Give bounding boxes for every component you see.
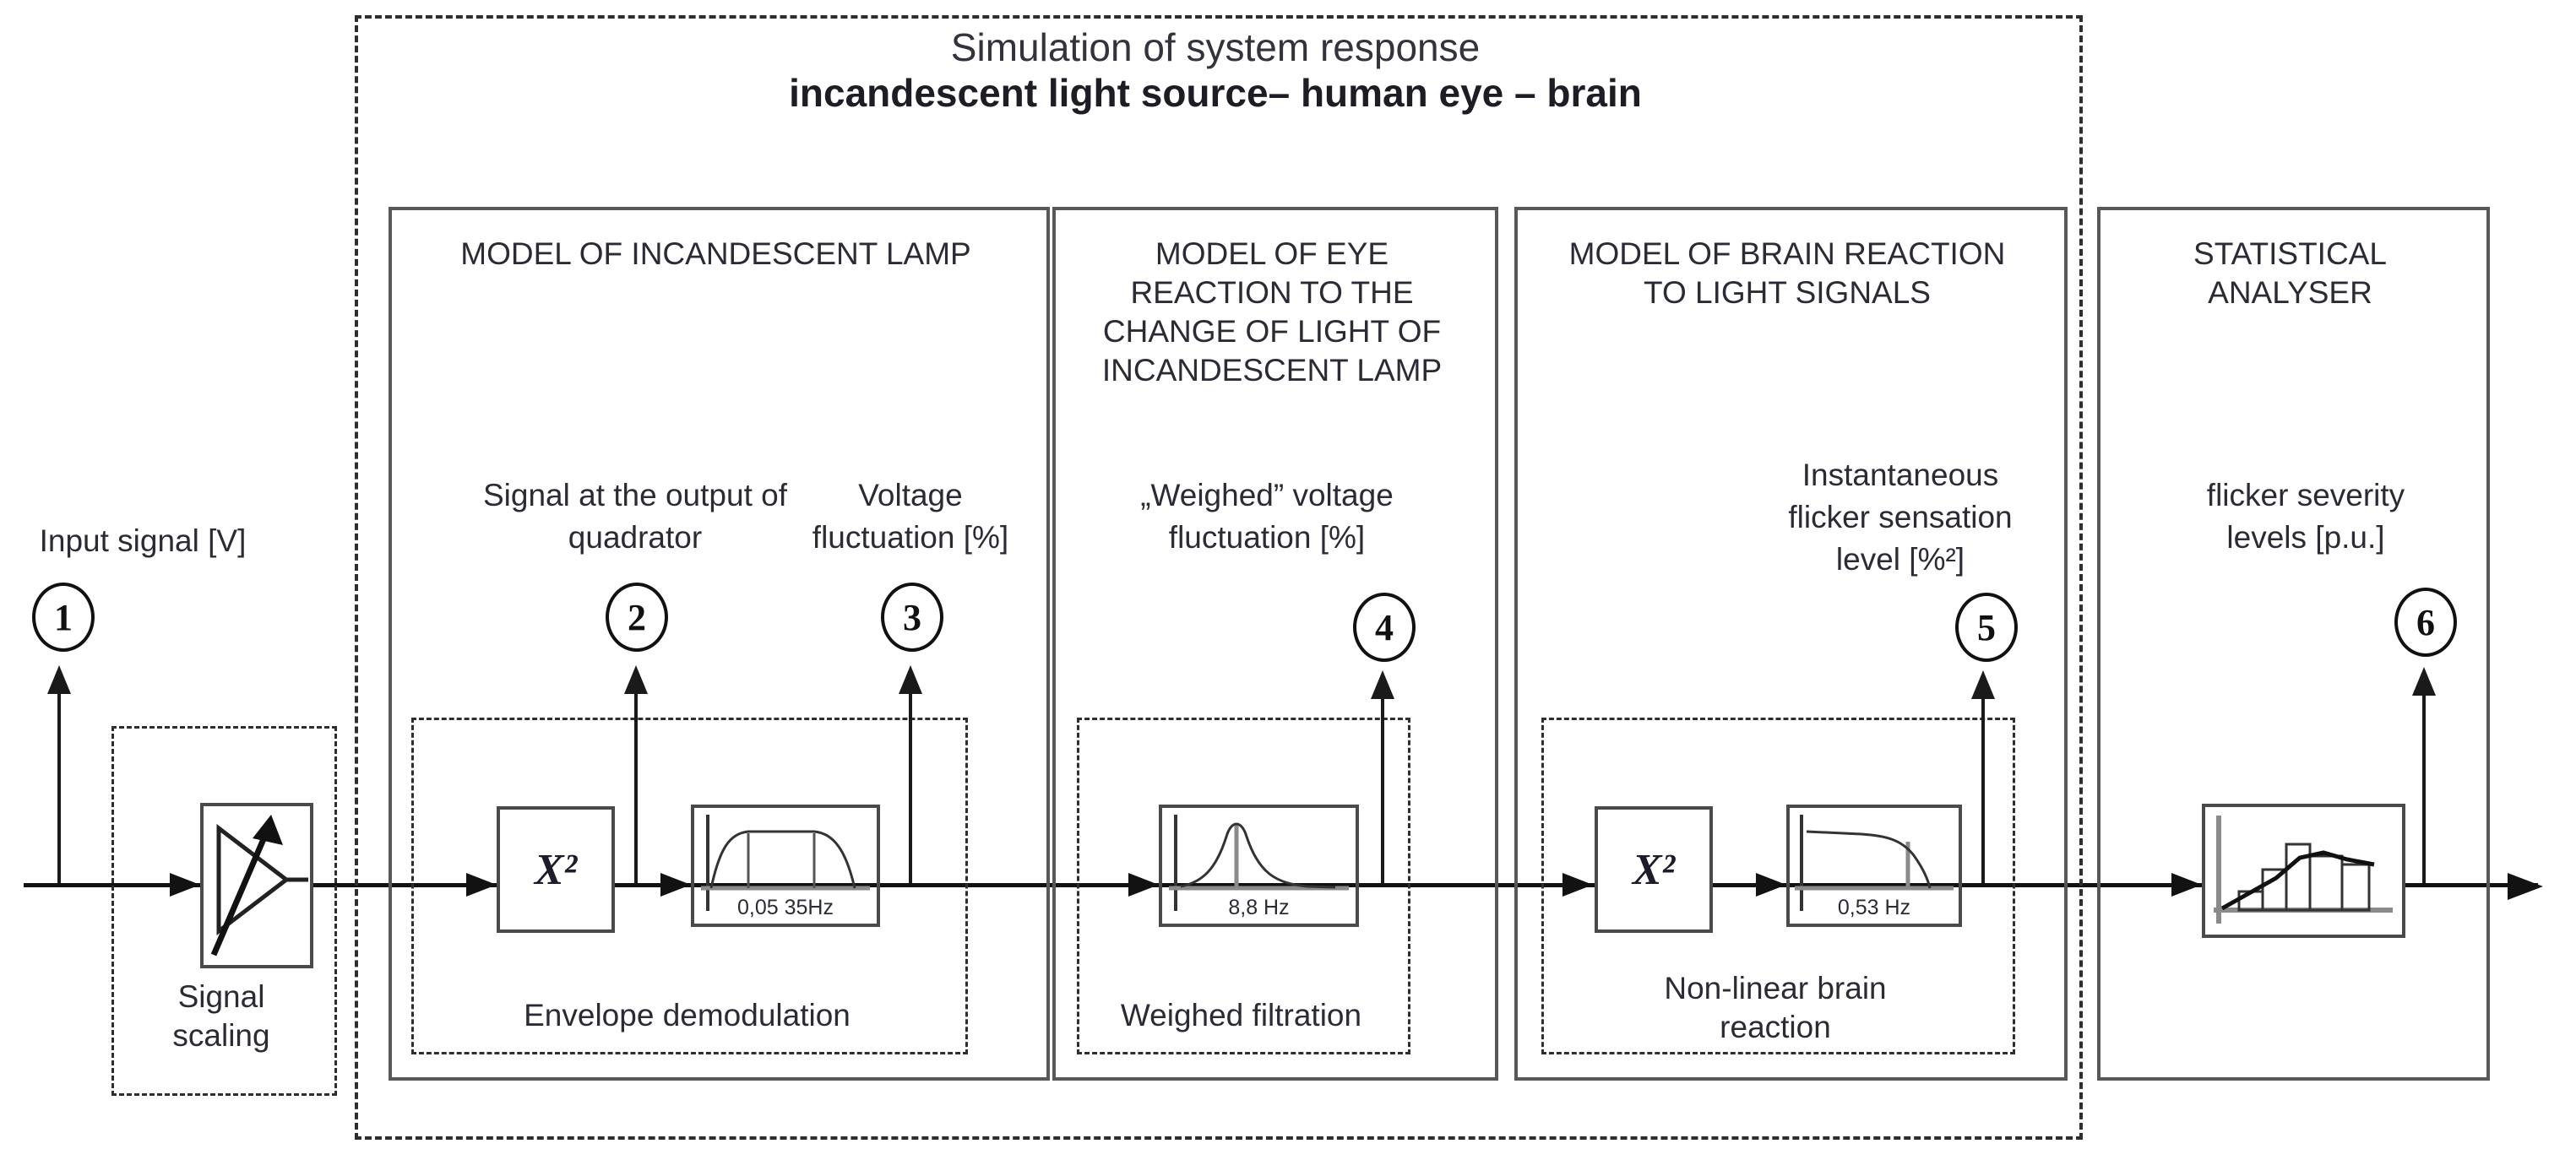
- flow-arrowhead-lamp-filter: [660, 873, 691, 897]
- brain-lowpass-filter-block: [1786, 805, 1962, 927]
- flow-arrowhead-eye-filter: [1128, 873, 1159, 897]
- diagram-title-line2: incandescent light source– human eye – brain: [789, 71, 1642, 115]
- lamp-bandpass-filter-block: [691, 805, 880, 927]
- variable-amplifier-icon: [204, 806, 310, 965]
- brain-quadrator-symbol: X²: [1632, 845, 1676, 894]
- point-marker-2-number: 2: [628, 596, 646, 638]
- point-marker-3-number: 3: [903, 596, 921, 638]
- point-marker-5: [1955, 593, 2018, 662]
- voltage-fluctuation-arrow-head: [899, 665, 922, 694]
- flow-arrowhead-brain-filter: [1756, 873, 1786, 897]
- brain-quadrator-block: [1595, 806, 1713, 933]
- eye-weighting-filter-block: [1159, 805, 1359, 927]
- flow-arrowhead-brain-quadrator: [1562, 873, 1593, 897]
- eye-model-title: MODEL OF EYE REACTION TO THE CHANGE OF LIGHT OF INCANDESCENT LAMP: [1101, 236, 1443, 388]
- weighed-fluctuation-arrow-line: [1381, 697, 1384, 883]
- point-marker-3: [881, 583, 943, 652]
- envelope-demodulation-label: Envelope demodulation: [524, 998, 851, 1032]
- brain-model-title: MODEL OF BRAIN REACTION TO LIGHT SIGNALS: [1568, 236, 2006, 310]
- input-arrow-head: [47, 665, 71, 694]
- quadrator-output-arrow-line: [634, 692, 638, 883]
- weighed-filtration-label: Weighed filtration: [1120, 998, 1362, 1032]
- flicker-sensation-label: Instantaneous flicker sensation level [%²]: [1788, 458, 2013, 577]
- flicker-severity-label: flicker severity levels [p.u.]: [2206, 478, 2405, 555]
- histogram-icon: [2205, 807, 2402, 935]
- signal-scaling-block: [200, 803, 313, 968]
- flicker-sensation-arrow-head: [1971, 670, 1995, 699]
- quadrator-output-label: Signal at the output of quadrator: [483, 478, 787, 555]
- histogram-block: [2202, 804, 2405, 938]
- nonlinear-brain-label: Non-linear brain reaction: [1664, 971, 1887, 1044]
- point-marker-6: [2394, 588, 2457, 657]
- analyser-title: STATISTICAL ANALYSER: [2193, 236, 2387, 310]
- weighed-fluctuation-arrow-head: [1371, 670, 1394, 699]
- voltage-fluctuation-label: Voltage fluctuation [%]: [812, 478, 1009, 555]
- eye-filter-band-label: 8,8 Hz: [1228, 896, 1290, 919]
- input-arrow-line: [57, 692, 61, 883]
- quadrator-output-arrow-head: [624, 665, 648, 694]
- weighed-fluctuation-label: „Weighed” voltage fluctuation [%]: [1140, 478, 1394, 555]
- point-marker-1-number: 1: [54, 596, 73, 638]
- flicker-severity-arrow-line: [2422, 694, 2426, 883]
- flicker-sensation-arrow-line: [1981, 697, 1985, 883]
- lamp-filter-band-label: 0,05 35Hz: [737, 896, 834, 919]
- flow-arrowhead-end: [2508, 873, 2543, 900]
- signal-scaling-label: Signal scaling: [172, 979, 270, 1053]
- point-marker-2: [606, 583, 668, 652]
- point-marker-1: [32, 583, 95, 652]
- point-marker-4-number: 4: [1375, 606, 1394, 648]
- flow-arrowhead-scaling: [170, 873, 200, 897]
- flicker-severity-arrow-head: [2412, 667, 2436, 696]
- diagram-title-line1: Simulation of system response: [950, 25, 1481, 69]
- point-marker-5-number: 5: [1977, 606, 1996, 648]
- brain-filter-band-label: 0,53 Hz: [1837, 896, 1911, 919]
- voltage-fluctuation-arrow-line: [909, 692, 912, 883]
- lamp-quadrator-block: [497, 806, 615, 933]
- flow-arrowhead-analyser: [2171, 873, 2202, 897]
- point-marker-6-number: 6: [2416, 601, 2435, 643]
- input-signal-label: Input signal [V]: [39, 523, 247, 558]
- lamp-quadrator-symbol: X²: [534, 845, 578, 894]
- point-marker-4: [1353, 593, 1416, 662]
- flow-arrowhead-quadrator: [466, 873, 497, 897]
- lamp-model-title: MODEL OF INCANDESCENT LAMP: [460, 236, 971, 271]
